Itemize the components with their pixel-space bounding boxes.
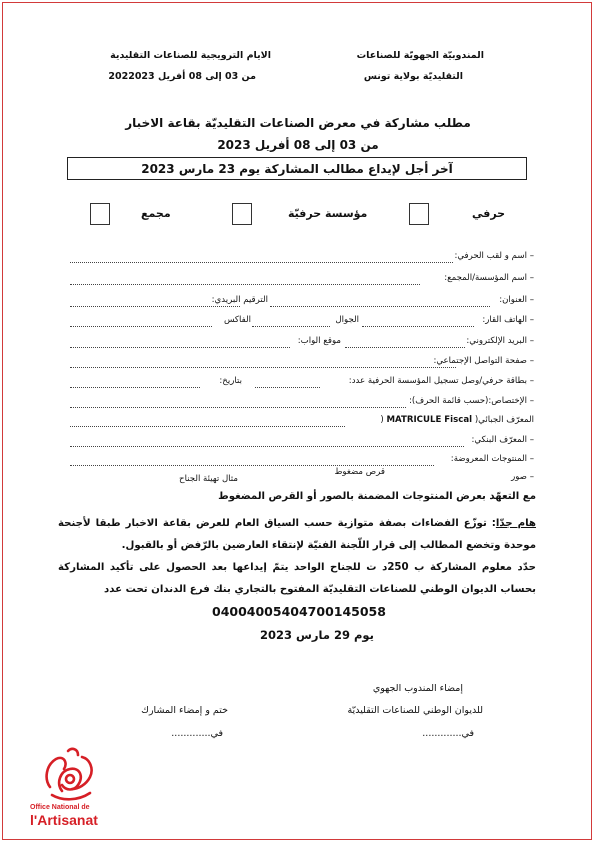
field-input-mobile[interactable] bbox=[252, 326, 330, 327]
field-label-date: بتاريخ: bbox=[219, 376, 242, 386]
delegate-signature-org: للديوان الوطني للصناعات التقليديّة bbox=[347, 705, 483, 716]
field-label-social: – صفحة التواصل الإجتماعي: bbox=[433, 356, 534, 366]
field-label-mobile: الجوال bbox=[335, 315, 359, 325]
important-label: هام جدّا bbox=[495, 518, 536, 529]
field-label-email: – البريد الإلكتروني: bbox=[466, 336, 534, 346]
org-name-line1: المندوبيّة الجهويّة للصناعات bbox=[356, 50, 484, 61]
field-input-company[interactable] bbox=[70, 284, 420, 285]
matricule-label: MATRICULE Fiscal bbox=[386, 415, 473, 425]
field-label-photos: – صور bbox=[511, 472, 534, 482]
event-name: الايام الترويجية للصناعات التقليدية bbox=[110, 50, 271, 61]
office-logo-icon bbox=[38, 745, 102, 805]
fee-deadline-day: يوم 29 مارس 2023 bbox=[260, 628, 374, 642]
delegate-signature-title: إمضاء المندوب الجهوي bbox=[372, 683, 463, 694]
delegate-signature-place: في............. bbox=[422, 728, 474, 739]
field-label-specialty: – الإختصاص:(حسب قائمة الحرف): bbox=[409, 396, 534, 406]
field-input-card[interactable] bbox=[255, 387, 320, 388]
field-input-specialty[interactable] bbox=[70, 407, 406, 408]
field-input-address[interactable] bbox=[270, 306, 490, 307]
checkbox-artisan[interactable] bbox=[409, 203, 429, 225]
field-label-website: موقع الواب: bbox=[297, 336, 341, 346]
field-input-email[interactable] bbox=[345, 347, 465, 348]
tax-close-paren: ) bbox=[380, 415, 384, 425]
logo-text-line1: Office National de bbox=[30, 804, 90, 811]
field-input-bank[interactable] bbox=[70, 446, 464, 447]
org-name-line2: التقليديّة بولاية تونس bbox=[363, 71, 463, 82]
field-input-name[interactable] bbox=[70, 262, 453, 263]
category-label-company: مؤسسة حرفيّة bbox=[288, 207, 368, 220]
field-input-postal[interactable] bbox=[70, 306, 240, 307]
page-title: مطلب مشاركة في معرض الصناعات التقليديّة بقاعة الاخبار bbox=[125, 116, 471, 130]
field-input-products[interactable] bbox=[70, 465, 434, 466]
field-input-phone[interactable] bbox=[362, 326, 474, 327]
tax-id-label: المعرّف الجبائي( bbox=[474, 415, 534, 425]
field-label-postal: الترقيم البريدي: bbox=[211, 295, 268, 305]
commitment-text: مع التعهّد بعرض المنتوجات المضمنة بالصور أو القرص المضغوط bbox=[218, 491, 536, 502]
field-input-fax[interactable] bbox=[70, 326, 212, 327]
account-number: 04004005404700145058 bbox=[212, 604, 386, 619]
logo-text-line2: l'Artisanat bbox=[30, 812, 98, 828]
field-label-company: – اسم المؤسسة/المجمع: bbox=[444, 273, 534, 283]
field-label-name: – اسم و لقب الحرفي: bbox=[454, 251, 534, 261]
field-label-cd: قرص مضغوط bbox=[334, 467, 385, 477]
important-paragraph bbox=[58, 513, 536, 557]
fee-paragraph: حدّد معلوم المشاركة ب 250د ت للجناح الواحد يتمّ إيداعها بعد الحصول على تأكيد المشاركة بحساب الديوان الوطني للصناعات التقليديّة المفتوح بالتجاري بنك فرع الدندان تحت عدد bbox=[58, 562, 536, 595]
field-input-social[interactable] bbox=[70, 367, 456, 368]
participant-signature-title: ختم و إمضاء المشارك bbox=[141, 705, 228, 716]
participant-signature-place: في............. bbox=[171, 728, 223, 739]
field-label-card: – بطاقة حرفي/وصل تسجيل المؤسسة الحرفية عدد: bbox=[348, 376, 534, 386]
field-label-fax: الفاكس bbox=[223, 315, 251, 325]
field-label-products: – المنتوجات المعروضة: bbox=[450, 454, 534, 464]
important-text: : توزّع الفضاءات بصفة متوازية حسب السياق العام للعرض بقاعة الاخبار طبقا لأجنحة موحدة وتخضع المطالب إلى قرار اللّجنة الفنيّة لإنتقاء العارضين بالرّفض أو بالقبول. bbox=[58, 518, 536, 551]
field-label-bank: – المعرّف البنكي: bbox=[471, 435, 534, 445]
field-label-phone: – الهاتف القار: bbox=[482, 315, 534, 325]
field-input-website[interactable] bbox=[70, 347, 290, 348]
event-dates: من 03 إلى 08 أفريل 2022023 bbox=[108, 71, 256, 82]
field-label-booth: مثال تهيئة الجناح bbox=[179, 474, 238, 484]
field-input-date[interactable] bbox=[70, 387, 200, 388]
field-label-tax bbox=[380, 415, 534, 425]
field-label-address: – العنوان: bbox=[499, 295, 534, 305]
checkbox-group[interactable] bbox=[90, 203, 110, 225]
page-subtitle: من 03 إلى 08 أفريل 2023 bbox=[217, 138, 379, 152]
deadline-box: آخر أجل لإيداع مطالب المشاركة يوم 23 مارس 2023 bbox=[67, 157, 527, 180]
category-label-artisan: حرفي bbox=[472, 207, 506, 220]
category-label-group: مجمع bbox=[141, 207, 171, 220]
field-input-tax[interactable] bbox=[70, 426, 345, 427]
checkbox-company[interactable] bbox=[232, 203, 252, 225]
